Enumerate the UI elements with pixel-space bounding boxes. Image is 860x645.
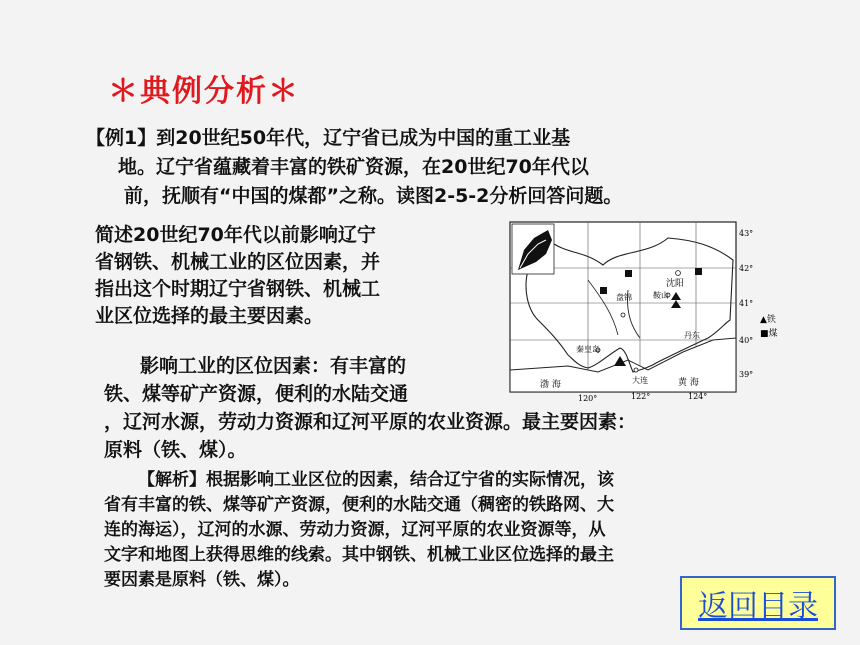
question-line: 省钢铁、机械工业的区位因素，并 [95,251,381,273]
map-label-huanghai: 黄 海 [678,378,699,388]
lat-label: 42° [739,264,754,273]
answer-line: 原料（铁、煤）。 [104,439,247,461]
legend-iron: ▲铁 [760,315,776,325]
section-title: ＊典例分析＊ [108,74,300,109]
legend-coal: ■煤 [760,329,778,339]
example-paragraph [86,124,622,211]
map-label-panjin: 盘锦 [616,293,632,302]
question-line: 简述20世纪70年代以前影响辽宁 [95,224,376,246]
answer-line: 铁、煤等矿产资源，便利的水陆交通 [104,383,409,405]
explanation-line: 连的海运），辽河的水源、劳动力资源，辽河平原的农业资源等，从 [104,520,606,540]
lon-label: 120° [578,394,598,402]
map-label-dandong: 丹东 [684,331,700,340]
map-label-anshan: 鞍山 [653,291,669,300]
map-label-shenyang: 沈阳 [666,279,685,289]
lon-label: 122° [631,392,651,401]
coal-marker [625,270,632,277]
explanation-line: 文字和地图上获得思维的线索。其中钢铁、机械工业区位选择的最主 [104,545,614,565]
lat-label: 43° [739,229,754,238]
explanation-line: 【解析】根据影响工业区位的因素，结合辽宁省的实际情况，该 [138,470,614,490]
question-line: 业区位选择的最主要因素。 [95,305,324,327]
map-label-qinhuangdao: 秦皇岛 [576,345,600,354]
map-label-dalian: 大连 [632,376,648,385]
explanation-paragraph [104,468,614,593]
answer-paragraph [104,352,636,464]
example-line: 【例1】到20世纪50年代，辽宁省已成为中国的重工业基 [86,127,571,149]
explanation-line: 要因素是原料（铁、煤）。 [104,570,300,590]
back-to-contents-button[interactable]: 返回目录 [680,576,836,630]
lat-label: 40° [739,336,754,345]
question-line: 指出这个时期辽宁省钢铁、机械工 [95,278,381,300]
coal-marker [600,287,607,294]
example-line: 地。辽宁省蕴藏着丰富的铁矿资源，在20世纪70年代以 [118,156,589,178]
map-label-bohai: 渤 海 [540,380,561,390]
lon-label: 124° [688,392,708,401]
explanation-line: 省有丰富的铁、煤等矿产资源，便利的水陆交通（稠密的铁路网、大 [104,495,614,515]
lat-label: 41° [739,299,754,308]
coal-marker [695,268,702,275]
example-line: 前，抚顺有“中国的煤都”之称。读图2-5-2分析回答问题。 [124,185,623,207]
answer-line: 影响工业的区位因素：有丰富的 [140,355,407,377]
inset-map [512,224,554,274]
answer-line: ，辽河水源，劳动力资源和辽河平原的农业资源。最主要因素： [104,411,637,433]
question-paragraph [95,222,380,330]
lat-label: 39° [739,370,754,379]
